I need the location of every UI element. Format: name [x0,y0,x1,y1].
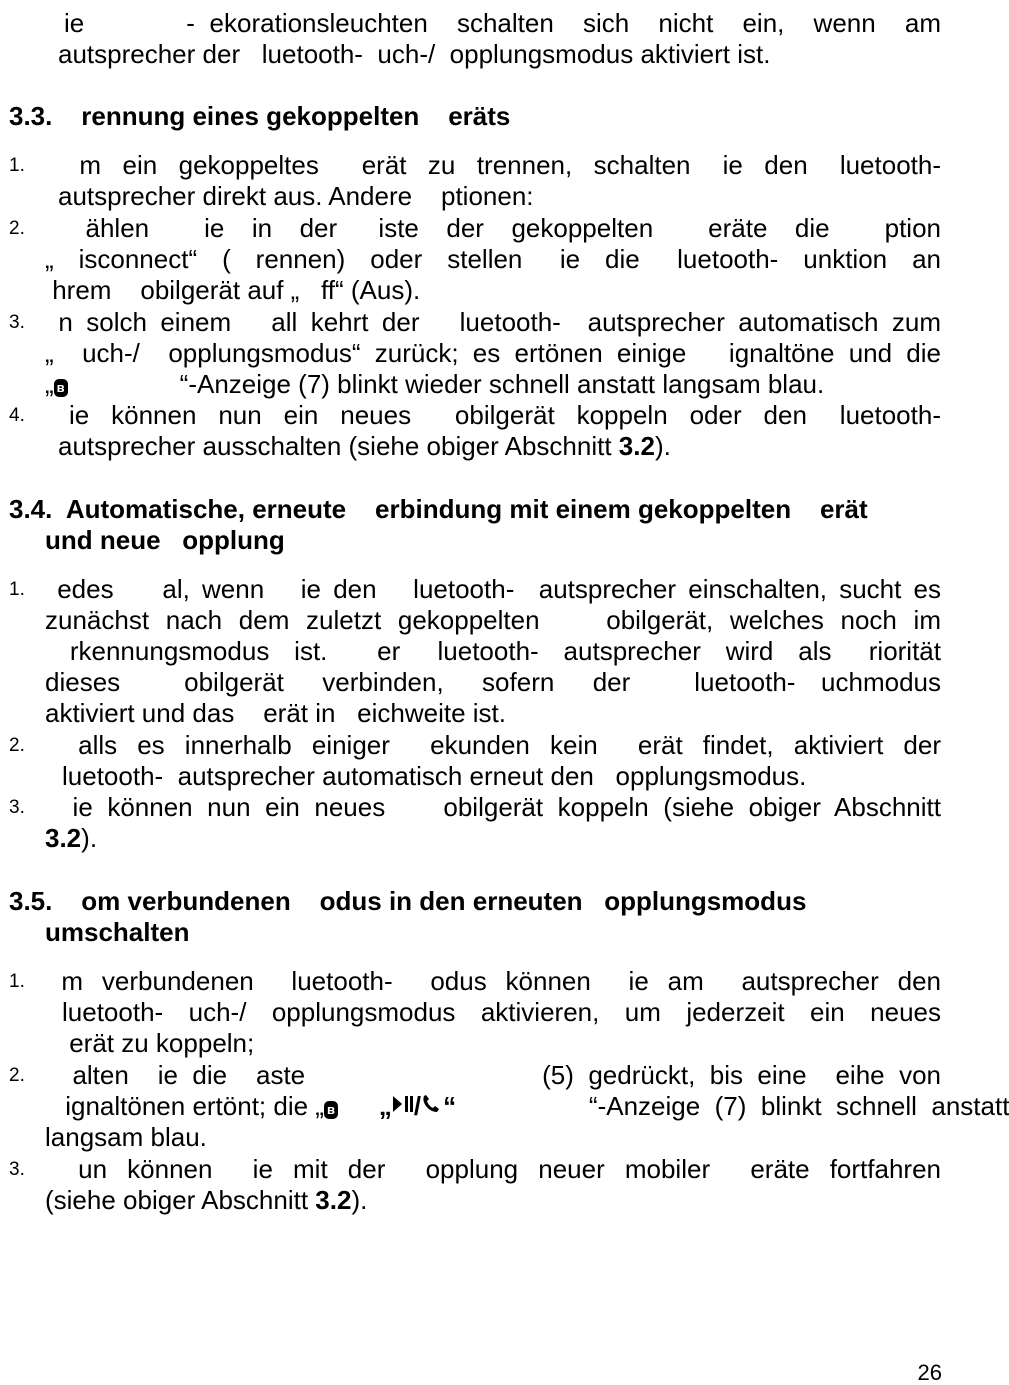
list-number: 2. [9,218,25,239]
phone-icon [421,1094,443,1114]
list-item-text: n solch einem all kehrt der luetooth- autsprecher automatisch zum [45,307,941,337]
section-reference: 3.2 [618,431,655,461]
list-item-text: ie können nun ein neues obilgerät koppeln oder den luetooth- [58,400,941,430]
page-number: 26 [917,1360,942,1385]
section-reference: 3.2 [315,1185,352,1215]
section-heading-3-4-cont: und neue opplung [45,525,285,555]
quote-open: „ [45,369,54,399]
list-item-text: „ uch-/ opplungsmodus“ zurück; es ertönen einige ignaltöne und die [45,338,941,368]
list-item-text [58,431,671,462]
list-item-text: edes al, wenn ie den luetooth- autsprecher einschalten, sucht es [45,574,941,604]
list-item-text: m verbundenen luetooth- odus können ie am autsprecher den [52,966,941,996]
list-number: 2. [9,735,25,756]
list-item-text: hrem obilgerät auf „ ff“ (Aus). [45,275,421,305]
list-number: 1. [9,155,25,176]
quote-open: „ [378,1091,392,1121]
section-heading-3-5: 3.5. om verbundenen odus in den erneuten opplungsmodus [9,886,807,916]
list-number: 2. [9,1065,25,1086]
list-item-text: ie können nun ein neues obilgerät koppeln (siehe obiger Abschnitt [58,792,941,822]
list-item-text: rkennungsmodus ist. er luetooth- autsprecher wird als riorität [45,636,941,666]
bluetooth-icon: ʙ [324,1101,338,1119]
list-item-text: (siehe obiger Abschnitt [45,1185,316,1215]
list-item-text: ). [81,823,98,853]
section-heading-3-3: 3.3. rennung eines gekoppelten eräts [9,101,511,131]
list-item-text-with-icon [45,369,824,400]
list-number: 1. [9,579,25,600]
list-item-text: erät zu koppeln; [62,1028,255,1058]
list-item-text [45,823,97,854]
list-item-text: „ isconnect“ ( rennen) oder stellen ie die luetooth- unktion an [45,244,941,274]
section-heading-3-5-cont: umschalten [45,917,190,947]
list-item-text: autsprecher ausschalten (siehe obiger Abschnitt [58,431,619,461]
list-item-text: luetooth- uch-/ opplungsmodus aktivieren, um jederzeit ein neues [62,997,941,1027]
list-item-text: ). [654,431,671,461]
list-item-text: langsam blau. [45,1122,207,1152]
quote-close: “ [443,1091,457,1121]
section-reference: 3.2 [45,823,82,853]
list-item-text: ). [351,1185,368,1215]
intro-line-2: autsprecher der luetooth- uch-/ opplungsmodus aktiviert ist. [58,39,771,69]
list-item-text: “-Anzeige (7) blinkt schnell anstatt [495,1091,1009,1121]
list-item-text: ählen ie in der iste der gekoppelten eräte die ption [58,213,941,243]
list-item-text: autsprecher direkt aus. Andere ptionen: [58,181,534,211]
list-item-text: (5) gedrückt, bis eine eihe von [527,1060,941,1090]
section-heading-3-4: 3.4. Automatische, erneute erbindung mit einem gekoppelten erät [9,494,868,524]
list-number: 3. [9,1159,25,1180]
play-pause-icon [392,1094,414,1114]
list-number: 4. [9,405,25,426]
bluetooth-icon: ʙ [54,379,68,397]
list-item-text: “-Anzeige (7) blinkt wieder schnell anstatt langsam blau. [179,369,825,399]
list-item-text [45,1185,367,1216]
list-item-text [58,1091,338,1122]
list-item-text: m ein gekoppeltes erät zu trennen, schalten ie den luetooth- [58,150,941,180]
list-item-text: alls es innerhalb einiger ekunden kein erät findet, aktiviert der [58,730,941,760]
intro-line-1: ie - ekorationsleuchten schalten sich nicht ein, wenn am [64,8,941,38]
list-number: 1. [9,971,25,992]
list-item-text: dieses obilgerät verbinden, sofern der luetooth- uchmodus [45,667,941,697]
list-number: 3. [9,312,25,333]
list-item-text: ignaltönen ertönt; die „ [58,1091,324,1121]
slash: / [413,1091,422,1121]
list-number: 3. [9,797,25,818]
list-item-text: un können ie mit der opplung neuer mobiler eräte fortfahren [58,1154,941,1184]
list-item-text: alten ie die aste [58,1060,320,1090]
play-pause-call-key-label [350,1060,456,1153]
list-item-text: zunächst nach dem zuletzt gekoppelten obilgerät, welches noch im [45,605,941,635]
list-item-text: luetooth- autsprecher automatisch erneut den opplungsmodus. [62,761,807,791]
list-item-text: aktiviert und das erät in eichweite ist. [45,698,506,728]
